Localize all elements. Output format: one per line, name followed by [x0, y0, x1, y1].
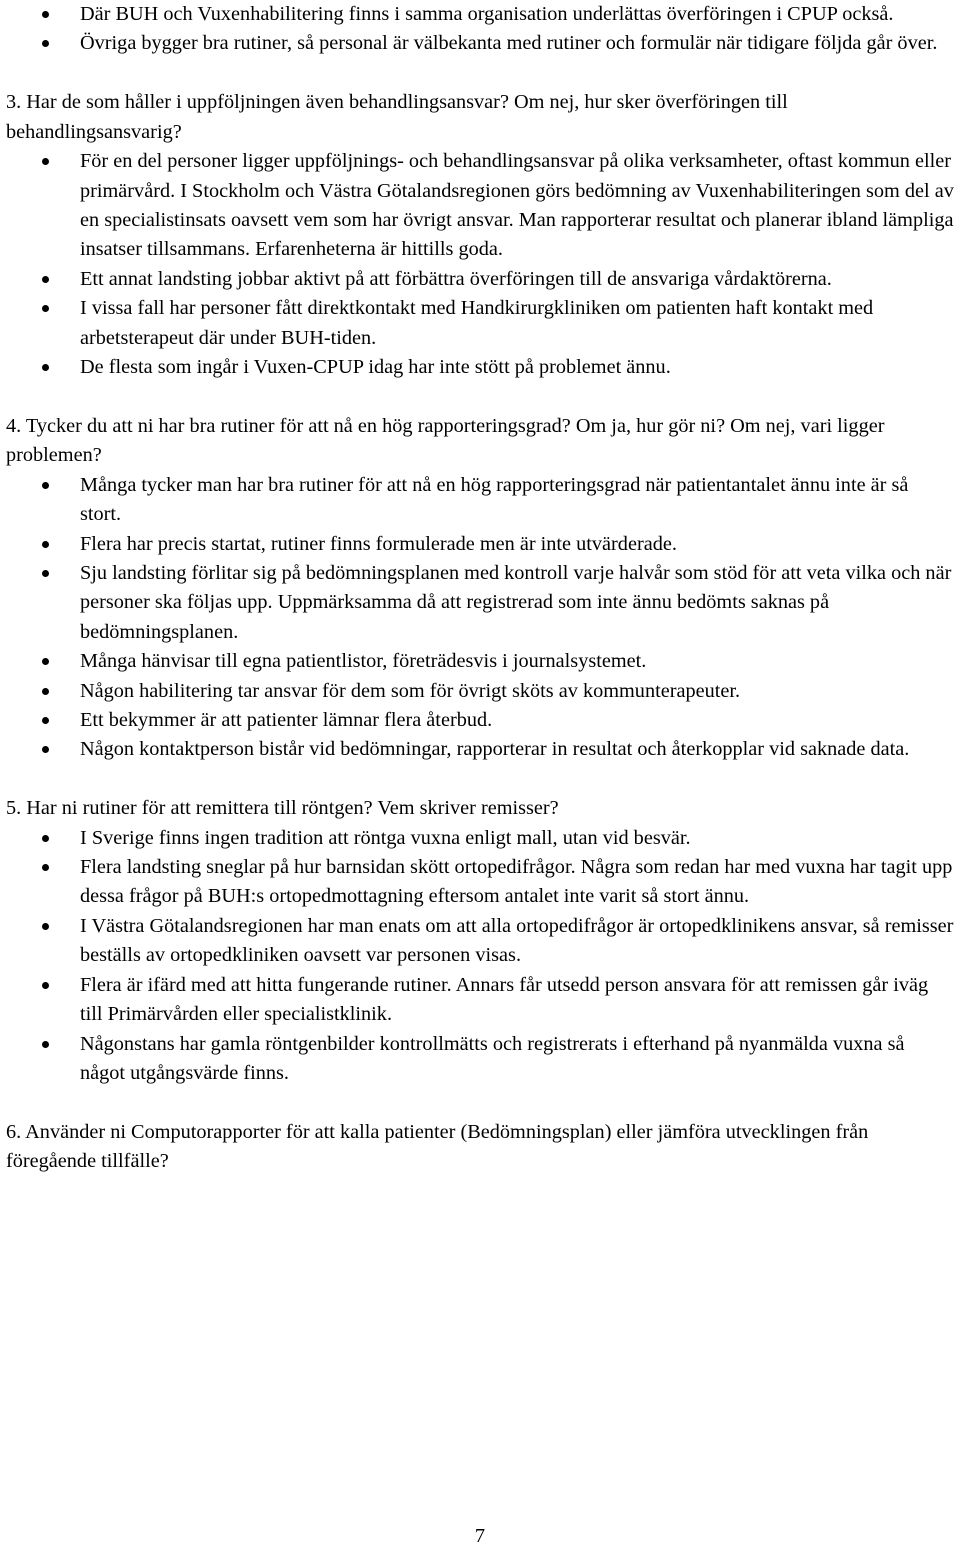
list-item-text: Övriga bygger bra rutiner, så personal är välbekanta med rutiner och formulär när tidigare följda går över. [80, 32, 938, 55]
bullet-dot-icon [42, 570, 49, 577]
list-item [6, 971, 954, 1030]
list-item [6, 294, 954, 353]
bullet-dot-icon [42, 1041, 49, 1048]
bullet-dot-icon [42, 835, 49, 842]
paragraph-spacer [6, 1088, 954, 1118]
list-item-text: Flera är ifärd med att hitta fungerande rutiner. Annars får utsedd person ansvara för att remissen går iväg till Primärvården eller specialistklinik. [80, 973, 929, 1026]
bullet-dot-icon [42, 158, 49, 165]
bullet-dot-icon [42, 364, 49, 371]
top-bullet-list [6, 0, 954, 59]
q5-bullet-list [6, 824, 954, 1089]
q4-bullet-list [6, 471, 954, 765]
page-number: 7 [474, 1525, 486, 1547]
document-body [6, 0, 954, 1177]
list-item [6, 559, 954, 647]
bullet-dot-icon [42, 717, 49, 724]
question-5: 5. Har ni rutiner för att remittera till röntgen? Vem skriver remisser? [6, 797, 559, 820]
list-item-text: I Sverige finns ingen tradition att röntga vuxna enligt mall, utan vid besvär. [80, 826, 691, 849]
list-item [6, 677, 954, 706]
list-item-text: Många tycker man har bra rutiner för att nå en hög rapporteringsgrad när patientantalet ännu inte är så stort. [80, 473, 909, 526]
list-item [6, 147, 954, 265]
list-item [6, 265, 954, 294]
list-item [6, 912, 954, 971]
bullet-dot-icon [42, 923, 49, 930]
list-item-text: För en del personer ligger uppföljnings- och behandlingsansvar på olika verksamheter, oftast kommun eller primärvård. I Stockholm och Västra Götalandsregionen görs bedömning av Vuxenhabiliteringen som del av en specialistinsats oavsett vem som har övrigt ansvar. Man rapporterar resultat och planerar ibland lämpliga insatser tillsammans. Erfarenheterna är hittills goda. [80, 150, 954, 261]
bullet-dot-icon [42, 541, 49, 548]
bullet-dot-icon [42, 864, 49, 871]
paragraph-spacer [6, 765, 954, 795]
list-item [6, 471, 954, 530]
list-item [6, 29, 954, 58]
bullet-dot-icon [42, 658, 49, 665]
list-item [6, 706, 954, 735]
bullet-dot-icon [42, 746, 49, 753]
list-item-text: Där BUH och Vuxenhabilitering finns i samma organisation underlättas överföringen i CPUP också. [80, 3, 894, 25]
list-item-text: Någon habilitering tar ansvar för dem som för övrigt sköts av kommunterapeuter. [80, 679, 741, 702]
bullet-dot-icon [42, 40, 49, 47]
bullet-dot-icon [42, 11, 49, 18]
list-item-text: Någon kontaktperson bistår vid bedömningar, rapporterar in resultat och återkopplar vid saknade data. [80, 738, 910, 761]
question-4: 4. Tycker du att ni har bra rutiner för att nå en hög rapporteringsgrad? Om ja, hur gör ni? Om nej, vari ligger problemen? [6, 414, 885, 467]
list-item [6, 647, 954, 676]
bullet-dot-icon [42, 688, 49, 695]
list-item [6, 824, 954, 853]
list-item-text: Sju landsting förlitar sig på bedömningsplanen med kontroll varje halvår som stöd för att veta vilka och när personer ska följas upp. Uppmärksamma då att registrerad som inte ännu bedömts saknas på bedömningsplanen. [80, 561, 952, 643]
bullet-dot-icon [42, 982, 49, 989]
list-item-text: Flera landsting sneglar på hur barnsidan skött ortopedifrågor. Några som redan har med vuxna har tagit upp dessa frågor på BUH:s ortopedmottagning eftersom antalet inte varit så stort ännu. [80, 856, 953, 908]
list-item [6, 1030, 954, 1089]
list-item-text: Många hänvisar till egna patientlistor, företrädesvis i journalsystemet. [80, 650, 647, 673]
list-item-text: I Västra Götalandsregionen har man enats om att alla ortopedifrågor är ortopedklinikens ansvar, så remisser beställs av ortopedkliniken oavsett var personen visas. [80, 914, 954, 967]
bullet-dot-icon [42, 305, 49, 312]
paragraph-spacer [6, 59, 954, 89]
question-6: 6. Använder ni Computorapporter för att kalla patienter (Bedömningsplan) eller jämföra utvecklingen från föregående tillfälle? [6, 1120, 869, 1173]
q3-bullet-list [6, 147, 954, 382]
list-item-text: Ett annat landsting jobbar aktivt på att förbättra överföringen till de ansvariga vårdaktörerna. [80, 267, 832, 290]
list-item [6, 853, 954, 912]
list-item-text: Flera har precis startat, rutiner finns formulerade men är inte utvärderade. [80, 532, 677, 555]
list-item [6, 530, 954, 559]
list-item [6, 735, 954, 764]
list-item-text: Ett bekymmer är att patienter lämnar flera återbud. [80, 708, 493, 731]
list-item-text: Någonstans har gamla röntgenbilder kontrollmätts och registrerats i efterhand på nyanmälda vuxna så något utgångsvärde finns. [80, 1032, 905, 1084]
list-item [6, 353, 954, 382]
paragraph-spacer [6, 382, 954, 412]
list-item [6, 0, 954, 29]
list-item-text: De flesta som ingår i Vuxen-CPUP idag har inte stött på problemet ännu. [80, 355, 671, 378]
question-3: 3. Har de som håller i uppföljningen även behandlingsansvar? Om nej, hur sker överföringen till behandlingsansvarig? [6, 91, 788, 143]
list-item-text: I vissa fall har personer fått direktkontakt med Handkirurgkliniken om patienten haft kontakt med arbetsterapeut där under BUH-tiden. [80, 297, 874, 349]
bullet-dot-icon [42, 482, 49, 489]
bullet-dot-icon [42, 276, 49, 283]
